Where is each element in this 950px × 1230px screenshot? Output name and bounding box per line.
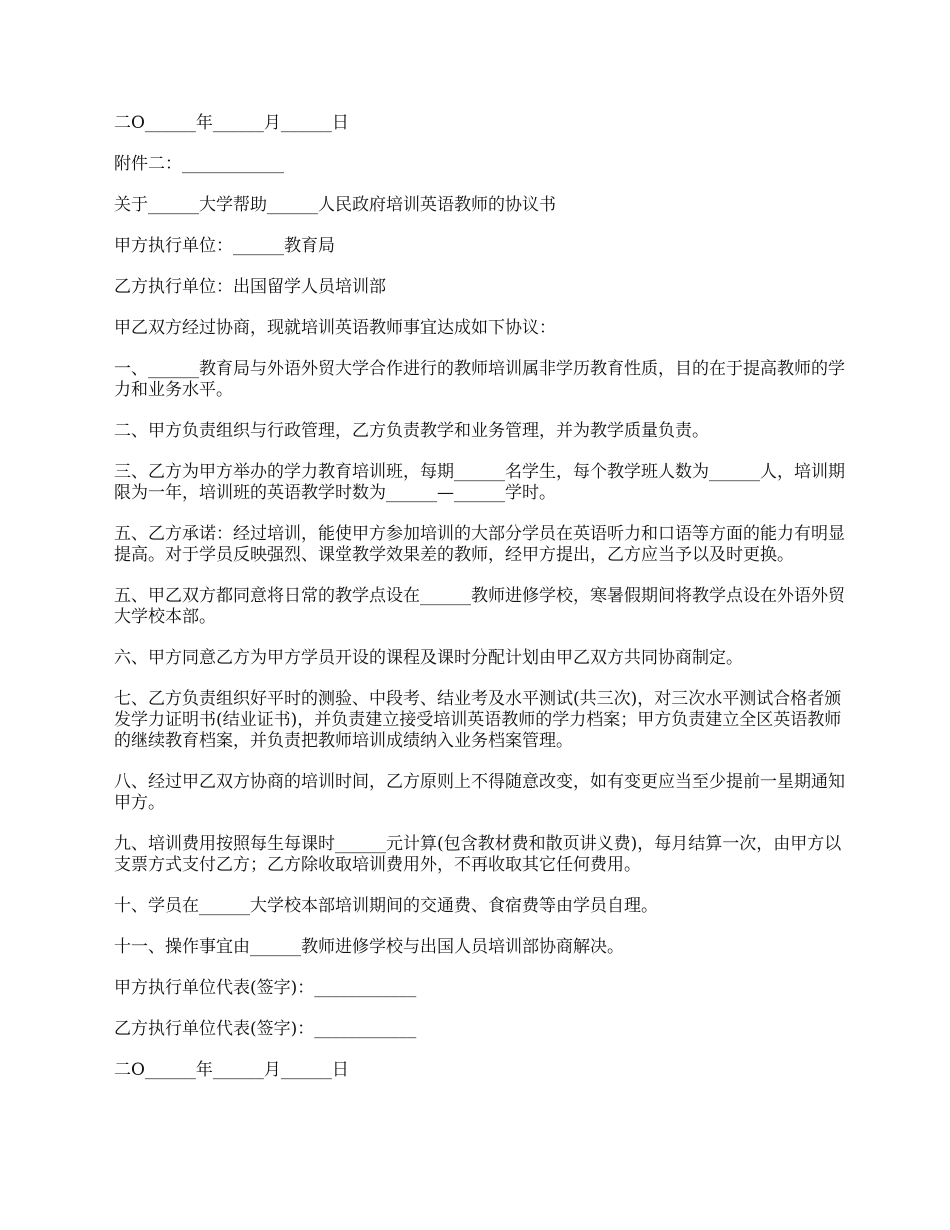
- clause-2: 二、甲方负责组织与行政管理，乙方负责教学和业务管理，并为教学质量负责。: [114, 421, 709, 441]
- clause-8: 八、经过甲乙双方协商的培训时间，乙方原则上不得随意改变，如有变更应当至少提前一星期通知甲方。: [114, 772, 845, 813]
- clause-6: 六、甲方同意乙方为甲方学员开设的课程及课时分配计划由甲乙双方共同协商制定。: [114, 648, 743, 668]
- agreement-title: 关于______大学帮助______人民政府培训英语教师的协议书: [114, 195, 556, 215]
- clause-10: 十、学员在______大学校本部培训期间的交通费、食宿费等由学员自理。: [114, 896, 658, 916]
- clause-5b: 五、甲乙双方都同意将日常的教学点设在______教师进修学校，寒暑假期间将教学点设在外语外贸大学校本部。: [114, 586, 845, 627]
- clause-5a: 五、乙方承诺：经过培训，能使甲方参加培训的大部分学员在英语听力和口语等方面的能力有明显提高。对于学员反映强烈、课堂教学效果差的教师，经甲方提出，乙方应当予以及时更换。: [114, 524, 845, 565]
- party-b-signature: 乙方执行单位代表(签字)：____________: [114, 1019, 417, 1039]
- clause-3: 三、乙方为甲方举办的学力教育培训班，每期______名学生，每个教学班人数为______人，培训期限为一年，培训班的英语教学时数为______—______学时。: [114, 462, 845, 503]
- party-a-signature: 甲方执行单位代表(签字)：____________: [114, 978, 417, 998]
- agreement-intro: 甲乙双方经过协商，现就培训英语教师事宜达成如下协议：: [114, 318, 556, 338]
- party-b-unit: 乙方执行单位：出国留学人员培训部: [114, 277, 386, 297]
- attachment-label: 附件二：____________: [114, 154, 284, 174]
- clause-1: 一、______教育局与外语外贸大学合作进行的教师培训属非学历教育性质，目的在于提高教师的学力和业务水平。: [114, 359, 845, 400]
- clause-11: 十一、操作事宜由______教师进修学校与出国人员培训部协商解决。: [114, 937, 624, 957]
- date-line-bottom: 二O______年______月______日: [114, 1060, 349, 1080]
- party-a-unit: 甲方执行单位：______教育局: [114, 236, 335, 256]
- clause-7: 七、乙方负责组织好平时的测验、中段考、结业考及水平测试(共三次)，对三次水平测试合格者颁发学力证明书(结业证书)，并负责建立接受培训英语教师的学力档案；甲方负责建立全区英语教师的继续教育档案，并负责把教师培训成绩纳入业务档案管理。: [114, 689, 842, 751]
- clause-9: 九、培训费用按照每生每课时______元计算(包含教材费和散页讲义费)，每月结算一次，由甲方以支票方式支付乙方；乙方除收取培训费用外，不再收取其它任何费用。: [114, 834, 842, 875]
- date-line-top: 二O______年______月______日: [114, 113, 349, 133]
